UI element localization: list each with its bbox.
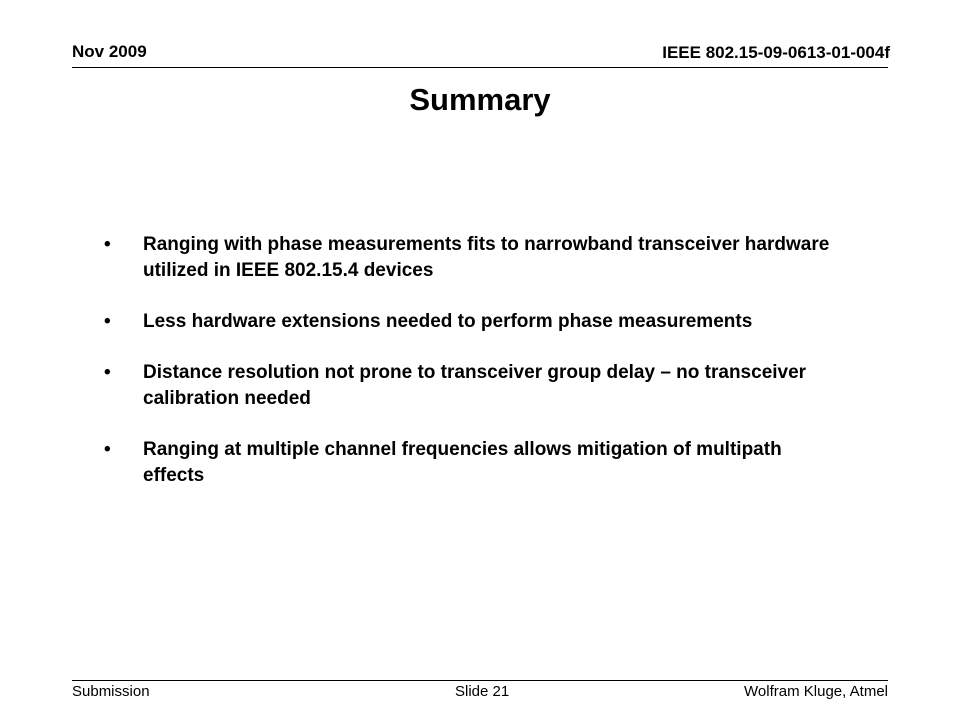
header-date: Nov 2009 (72, 42, 147, 61)
bullet-text: Distance resolution not prone to transceiver group delay – no transceiver calibration needed (143, 362, 807, 409)
footer-author: Wolfram Kluge, Atmel (744, 683, 888, 700)
bullet-item (104, 360, 844, 412)
bullet-text: Ranging at multiple channel frequencies allows mitigation of multipath effects (143, 439, 782, 486)
header-divider (72, 67, 888, 68)
bullet-marker: • (104, 439, 111, 460)
header-document-id: IEEE 802.15-09-0613-01-004f (662, 43, 890, 62)
bullet-text: Ranging with phase measurements fits to narrowband transceiver hardware utilized in IEEE 802.15.4 devices (143, 234, 830, 281)
bullet-item (104, 309, 844, 335)
footer-submission: Submission (72, 683, 150, 700)
bullet-marker: • (104, 362, 111, 383)
bullet-marker: • (104, 234, 111, 255)
bullet-item (104, 437, 844, 489)
bullet-list (104, 232, 844, 514)
bullet-item (104, 232, 844, 284)
footer-divider (72, 680, 888, 681)
footer-slide-number: Slide 21 (455, 683, 510, 700)
bullet-marker: • (104, 311, 111, 332)
slide-title: Summary (409, 82, 551, 117)
bullet-text: Less hardware extensions needed to perform phase measurements (143, 311, 753, 332)
